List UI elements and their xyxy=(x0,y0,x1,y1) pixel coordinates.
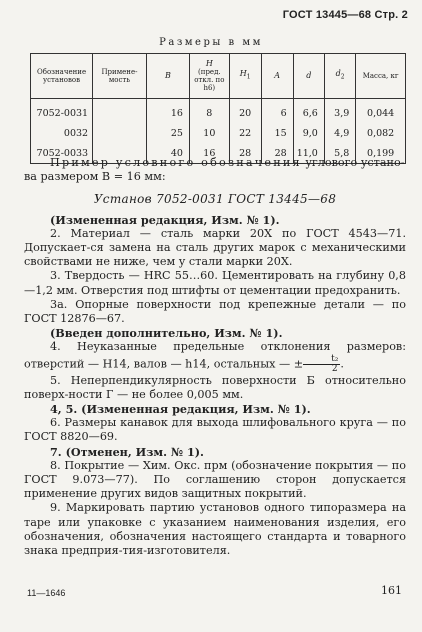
cell-application xyxy=(93,99,147,124)
cell-mass: 0,044 xyxy=(356,99,406,124)
col-header-d: d xyxy=(293,54,324,99)
cell-d: 11,0 xyxy=(293,143,324,164)
paragraph-perpendicularity: 5. Неперпендикулярность поверхности Б относительно поверх-ности Г — не более 0,005 мм. xyxy=(24,373,406,401)
col-header-d2: $d_2$ xyxy=(324,54,355,99)
paragraph-material: 2. Материал — сталь марки 20Х по ГОСТ 4543—71. Допускает-ся замена на сталь других марок с механическими свойствами не ниже, чем у стали марки 20Х. xyxy=(24,226,406,269)
cell-d: 6,6 xyxy=(293,99,324,124)
example-designation: Установ 7052-0031 ГОСТ 13445—68 xyxy=(93,192,337,207)
cell-mass: 0,082 xyxy=(356,123,406,143)
standard-header: ГОСТ 13445—68 Стр. 2 xyxy=(282,9,408,21)
fraction: $\frac{\text{t₂}}{2}$ xyxy=(303,355,340,374)
example-intro: Пример условного обозначения углового устано- xyxy=(50,156,405,169)
paragraph-hardness: 3. Твердость — HRC 55…60. Цементировать на глубину 0,8—1,2 мм. Отверстия под штифты от цементации предохранить. xyxy=(24,269,406,297)
paragraph-marking: 9. Маркировать партию установов одного типоразмера на таре или упаковке с указанием наименования изделия, его обозначения, обозначения настоящего стандарта и товарного знака предприя-тия-изготовителя. xyxy=(24,501,406,558)
cell-h: 10 xyxy=(189,123,229,143)
col-header-application: Примене-мость xyxy=(93,54,147,99)
addition-note: (Введен дополнительно, Изм. № 1). xyxy=(50,326,283,341)
cell-designation: 7052-0031 xyxy=(31,99,93,124)
dimensions-table xyxy=(30,53,406,164)
cell-application xyxy=(93,123,147,143)
cell-mass: 0,199 xyxy=(356,143,406,164)
cell-b: 16 xyxy=(146,99,189,124)
paragraph-cancelled: 7. (Отменен, Изм. № 1). xyxy=(50,444,204,459)
table-row xyxy=(31,99,406,124)
cell-a: 15 xyxy=(261,123,293,143)
col-header-designation: Обозначение установов xyxy=(31,54,93,99)
cell-a: 28 xyxy=(261,143,293,164)
amendment-note-4-5: 4, 5. (Измененная редакция, Изм. № 1). xyxy=(50,402,311,417)
cell-h: 16 xyxy=(189,143,229,164)
table-row xyxy=(31,123,406,143)
cell-h: 8 xyxy=(189,99,229,124)
cell-b: 40 xyxy=(146,143,189,164)
body-text xyxy=(24,156,406,558)
cell-h1: 28 xyxy=(229,143,261,164)
page-number: 161 xyxy=(381,584,402,597)
cell-d2: 5,8 xyxy=(324,143,355,164)
cell-designation: 7052-0033 xyxy=(31,143,93,164)
amendment-note: (Измененная редакция, Изм. № 1). xyxy=(50,212,280,227)
cell-d2: 3,9 xyxy=(324,99,355,124)
paragraph-tolerances: 4. Неуказанные предельные отклонения размеров: отверстий — H14, валов — h14, остальных — ± $\frac{\text{t₂}}{2}$ . xyxy=(24,340,406,374)
table-header-row xyxy=(31,54,406,99)
paragraph-surfaces: 3а. Опорные поверхности под крепежные детали — по ГОСТ 12876—67. xyxy=(24,297,406,326)
cell-d2: 4,9 xyxy=(324,123,355,143)
cell-h1: 20 xyxy=(229,99,261,124)
paragraph-coating: 8. Покрытие — Хим. Окс. прм (обозначение покрытия — по ГОСТ 9.073—77). По соглашению сторон допускается применение других видов защитных покрытий. xyxy=(24,458,406,501)
paragraph-grooves: 6. Размеры канавок для выхода шлифовального круга — по ГОСТ 8820—69. xyxy=(24,416,406,444)
footer-print-code: 11—1646 xyxy=(27,588,66,598)
col-header-h: H (пред. откл. по h6) xyxy=(189,54,229,99)
cell-designation: 0032 xyxy=(31,123,93,143)
cell-h1: 22 xyxy=(229,123,261,143)
cell-b: 25 xyxy=(146,123,189,143)
col-header-b: B xyxy=(146,54,189,99)
table-caption: Размеры в мм xyxy=(159,37,263,48)
cell-d: 9,0 xyxy=(293,123,324,143)
cell-a: 6 xyxy=(261,99,293,124)
col-header-h1: $H_1$ xyxy=(229,54,261,99)
col-header-a: A xyxy=(261,54,293,99)
example-intro-line2: ва размером B = 16 мм: xyxy=(24,170,166,184)
col-header-mass: Масса, кг xyxy=(356,54,406,99)
